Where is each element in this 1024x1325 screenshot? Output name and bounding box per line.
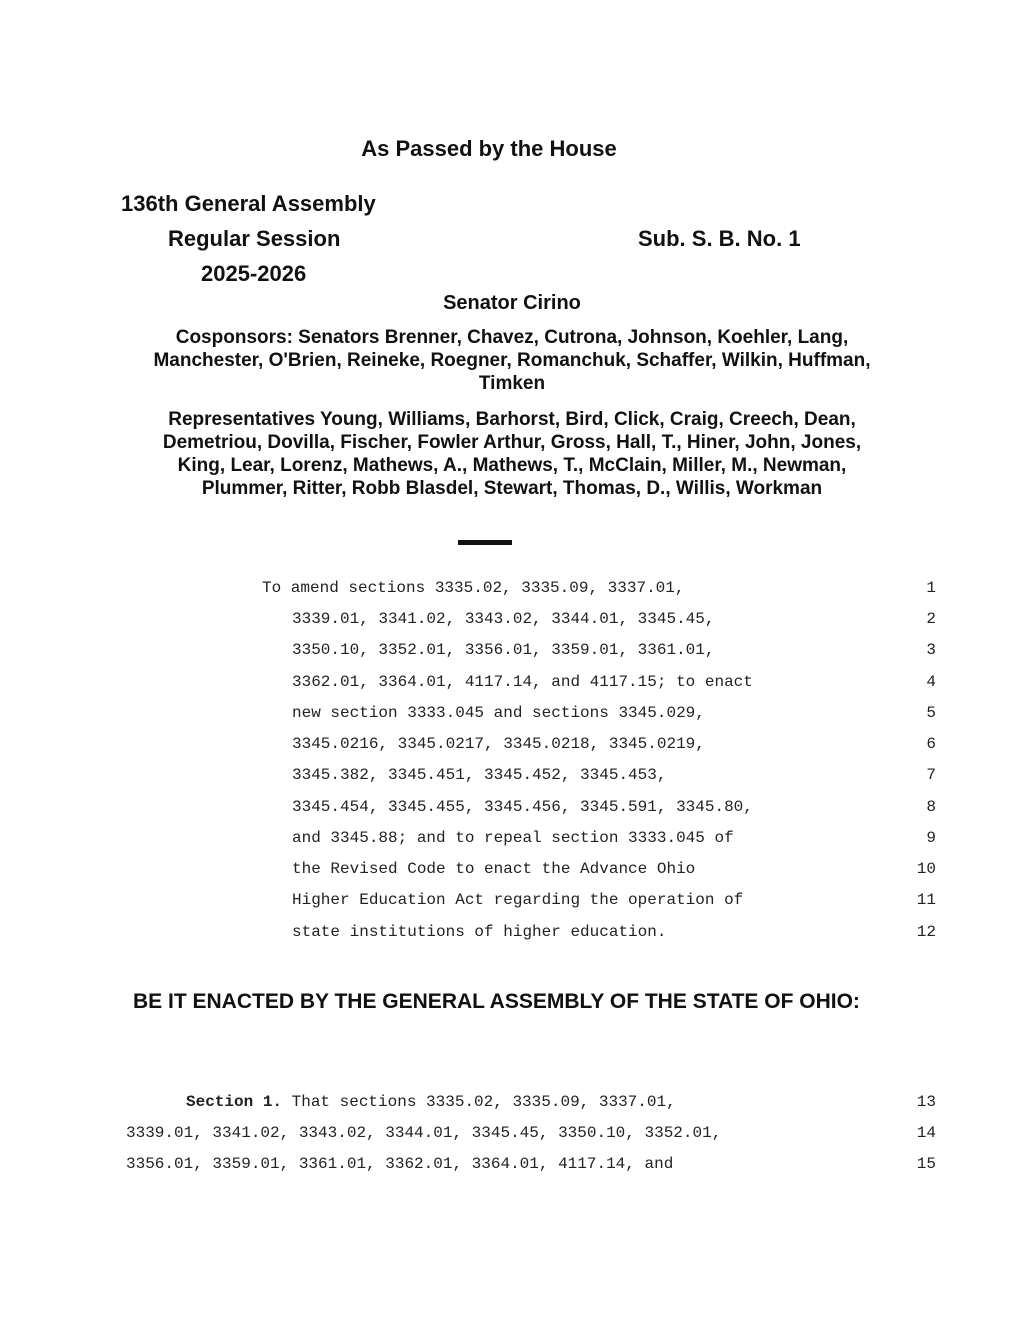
cosponsors-line: Timken [478,373,546,394]
line-number: 13 [916,1093,936,1111]
line-number: 12 [916,923,936,941]
cosponsors-line: Cosponsors: Senators Brenner, Chavez, Cutrona, Johnson, Koehler, Lang, [175,327,849,348]
section-line: 3339.01, 3341.02, 3343.02, 3344.01, 3345.45, 3350.10, 3352.01, [126,1124,722,1142]
sponsor: Senator Cirino [443,292,581,314]
divider [458,540,512,545]
line-number: 14 [916,1124,936,1142]
section-line [186,1093,676,1111]
line-number: 7 [926,766,936,784]
title-line: 3345.0216, 3345.0217, 3345.0218, 3345.0219, [292,735,705,753]
general-assembly: 136th General Assembly [121,191,376,216]
line-number: 1 [926,579,936,597]
title-line: 3350.10, 3352.01, 3356.01, 3359.01, 3361.01, [292,641,715,659]
section-line: 3356.01, 3359.01, 3361.01, 3362.01, 3364.01, 4117.14, and [126,1155,674,1173]
cosponsors-line: Manchester, O'Brien, Reineke, Roegner, Romanchuk, Schaffer, Wilkin, Huffman, [153,350,871,371]
bill-status: As Passed by the House [361,136,617,161]
representatives-line: Representatives Young, Williams, Barhorst, Bird, Click, Craig, Creech, Dean, [168,409,856,430]
title-line: state institutions of higher education. [292,923,667,941]
section-text: That sections 3335.02, 3335.09, 3337.01, [282,1093,676,1111]
section-label: Section 1. [186,1093,283,1111]
title-line: To amend sections 3335.02, 3335.09, 3337.01, [262,579,685,597]
title-line: 3362.01, 3364.01, 4117.14, and 4117.15; to enact [292,673,753,691]
title-line: 3345.382, 3345.451, 3345.452, 3345.453, [292,766,667,784]
enacting-clause: BE IT ENACTED BY THE GENERAL ASSEMBLY OF THE STATE OF OHIO: [133,990,860,1013]
cosponsors [112,326,912,395]
representatives-line: Plummer, Ritter, Robb Blasdel, Stewart, Thomas, D., Willis, Workman [201,478,823,499]
line-number: 2 [926,610,936,628]
line-number: 15 [916,1155,936,1173]
bill-number: Sub. S. B. No. 1 [638,226,801,251]
session-years: 2025-2026 [201,261,307,286]
title-line: and 3345.88; and to repeal section 3333.045 of [292,829,734,847]
line-number: 5 [926,704,936,722]
line-number: 3 [926,641,936,659]
representatives-line: Demetriou, Dovilla, Fischer, Fowler Arthur, Gross, Hall, T., Hiner, John, Jones, [162,432,862,453]
title-line: 3345.454, 3345.455, 3345.456, 3345.591, 3345.80, [292,798,753,816]
line-number: 11 [916,891,936,909]
line-number: 4 [926,673,936,691]
title-line: Higher Education Act regarding the operation of [292,891,744,909]
line-number: 10 [916,860,936,878]
line-number: 8 [926,798,936,816]
line-number: 6 [926,735,936,753]
title-line: the Revised Code to enact the Advance Ohio [292,860,696,878]
representatives [112,408,912,500]
title-line: new section 3333.045 and sections 3345.029, [292,704,705,722]
title-line: 3339.01, 3341.02, 3343.02, 3344.01, 3345.45, [292,610,715,628]
session: Regular Session [168,226,341,251]
representatives-line: King, Lear, Lorenz, Mathews, A., Mathews, T., McClain, Miller, M., Newman, [177,455,847,476]
line-number: 9 [926,829,936,847]
